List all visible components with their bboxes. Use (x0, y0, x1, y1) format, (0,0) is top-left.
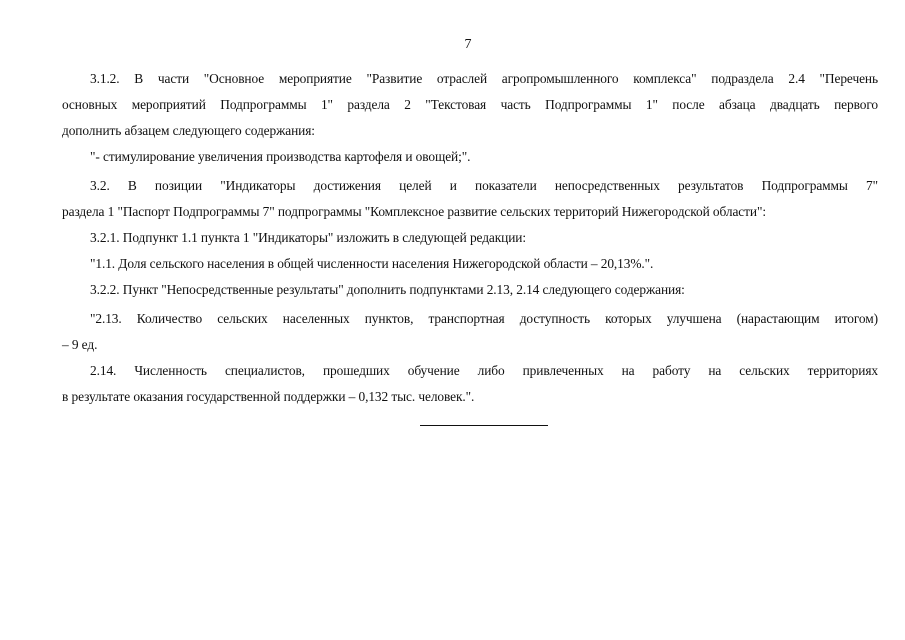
page-number: 7 (464, 37, 472, 52)
paragraph-line: – 9 ед. (62, 337, 98, 352)
paragraph (62, 255, 878, 281)
paragraph-line: дополнить абзацем следующего содержания: (62, 123, 315, 138)
paragraph-line: 3.2.1. Подпункт 1.1 пункта 1 "Индикаторы" изложить в следующей редакции: (90, 230, 526, 245)
paragraph (62, 148, 878, 174)
paragraph (62, 229, 878, 255)
paragraph (62, 70, 878, 148)
paragraph (62, 362, 878, 414)
paragraph (62, 281, 878, 307)
paragraph-line: 3.2. В позиции "Индикаторы достижения целей и показатели непосредственных результатов Подпрограммы 7" (90, 178, 878, 193)
document-body (62, 70, 878, 414)
paragraph-line: в результате оказания государственной поддержки – 0,132 тыс. человек.". (62, 389, 475, 404)
paragraph-line: "2.13. Количество сельских населенных пунктов, транспортная доступность которых улучшена (нарастающим итогом) (90, 311, 878, 326)
paragraph-line: 3.1.2. В части "Основное мероприятие "Развитие отраслей агропромышленного комплекса" подраздела 2.4 "Перечень (90, 71, 878, 86)
paragraph-line: 3.2.2. Пункт "Непосредственные результаты" дополнить подпунктами 2.13, 2.14 следующего содержания: (90, 282, 685, 297)
paragraph-line: 2.14. Численность специалистов, прошедших обучение либо привлеченных на работу на сельских территориях (90, 363, 878, 378)
paragraph-line: основных мероприятий Подпрограммы 1" раздела 2 "Текстовая часть Подпрограммы 1" после абзаца двадцать первого (62, 97, 878, 112)
closing-rule (420, 425, 548, 426)
paragraph-line: раздела 1 "Паспорт Подпрограммы 7" подпрограммы "Комплексное развитие сельских территорий Нижегородской области": (62, 204, 766, 219)
paragraph-line: "1.1. Доля сельского населения в общей численности населения Нижегородской области – 20,13%.". (90, 256, 654, 271)
paragraph-line: "- стимулирование увеличения производства картофеля и овощей;". (90, 149, 471, 164)
paragraph (62, 310, 878, 362)
paragraph (62, 177, 878, 229)
